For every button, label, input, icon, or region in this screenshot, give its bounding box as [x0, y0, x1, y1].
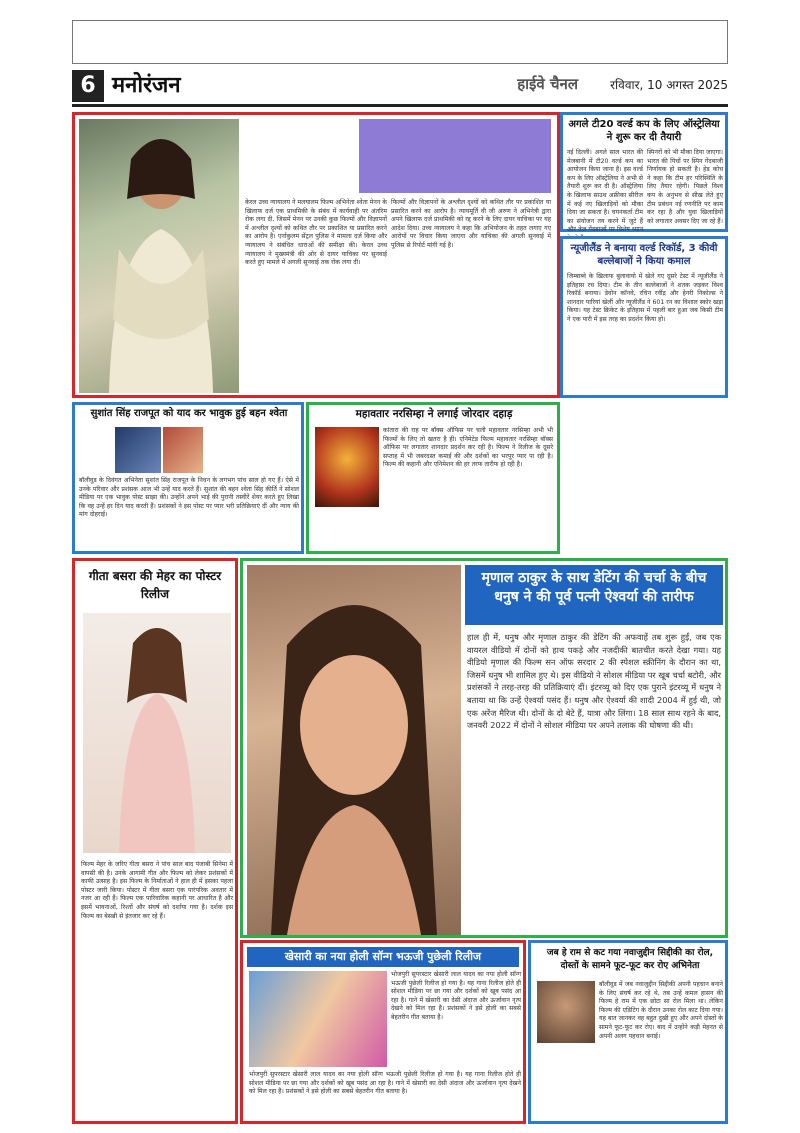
top-ad-banner: [72, 20, 728, 64]
mrunal-thakur-figure: [247, 565, 461, 935]
section-title: मनोरंजन: [112, 73, 181, 98]
story-body-col2: फिल्मों और विज्ञापनों के अश्लील दृश्यों को कथित तौर पर प्रकाशित या प्रसारित करने का आरोप है। न्यायमूर्ति वी जी अरुण ने अभिनेत्री द्वारा अपने खिलाफ दर्ज प्राथमिकी को रद्द करने के लिए दायर याचिका पर यह आदेश दिया। उच्च न्यायालय ने कहा कि अभियोजन के तहत लगाए गए आरोपों पर विचार किया जाएगा और याचिका की अगली सुनवाई में पुलिस से रिपोर्ट मांगी गई है।: [391, 199, 551, 249]
story-body: फिल्म मेहर के जरिए गीता बसरा ने पांच साल बाद पंजाबी सिनेमा में वापसी की है। उनके आगामी गीत और फिल्म को लेकर प्रशंसकों में काफी उत्साह है। इस फिल्म के निर्माताओं ने हाल ही में इसका पहला पोस्टर जारी किया। पोस्टर में गीता बसरा एक पारंपरिक अवतार में नजर आ रही हैं। फिल्म एक पारिवारिक कहानी पर आधारित है और इसमें भावनाओं, रिश्तों और संघर्ष को दर्शाया गया है। दर्शक इस फिल्म का बेसब्री से इंतजार कर रहे हैं।: [81, 861, 233, 920]
nawazuddin-photo: [537, 981, 595, 1043]
story-body: हाल ही में, धनुष और मृणाल ठाकुर की डेटिंग की अफवाहें तब शुरू हुईं, जब एक वायरल वीडियो में दोनों को हाथ पकड़े और नजदीकी बातचीत करते देखा गया। यह वीडियो मृणाल की फिल्म सन ऑफ सरदार 2 की स्पेशल स्क्रीनिंग के दौरान का था, जिसमें धनुष भी शामिल हुए थे। इस वीडियो ने सोशल मीडिया पर खूब चर्चा बटोरी, और प्रशंसकों ने तरह-तरह की प्रतिक्रियाएं दीं। इंटरव्यू को दिए एक पुराने इंटरव्यू में धनुष ने बताया था कि उन्हें ऐश्वर्या पसंद हैं। धनुष और ऐश्वर्या की शादी 2004 में हुई थी, जो एक अरेंज मैरिज थी। दोनों के दो बेटे हैं, यात्रा और लिंगा। 18 साल साथ रहने के बाद, जनवरी 2022 में दोनों ने सोशल मीडिया पर अपने तलाक की घोषणा की थी।: [467, 632, 721, 731]
story-newzealand-record: [560, 236, 728, 398]
story-shweta-menon: [72, 112, 560, 398]
story-body: बॉलीवुड में जब नवाजुद्दीन सिद्दीकी अपनी पहचान बनाने के लिए संघर्ष कर रहे थे, तब उन्हें कमल हासन की फिल्म हे राम में एक छोटा सा रोल मिला था। लेकिन फिल्म की एडिटिंग के दौरान उनका रोल काट दिया गया। यह बात जानकर वह बहुत दुखी हुए और अपने दोस्तों के सामने फूट-फूट कर रोए। बाद में उन्होंने कड़ी मेहनत से अपनी अलग पहचान बनाई।: [599, 981, 723, 1040]
story-khesari-song: [240, 940, 526, 1124]
geeta-basra-photo: [83, 613, 231, 853]
header-rule: [72, 104, 728, 107]
story-sushant-singh: [72, 402, 304, 554]
story-body-col1: केरल उच्च न्यायालय ने मलयालम फिल्म अभिनेता श्वेता मेनन के खिलाफ दर्ज एक प्राथमिकी के संबंध में कार्यवाही पर अंतरिम रोक लगा दी, जिसमें मेनन पर उनकी कुछ फिल्मों और विज्ञापनों में अश्लील दृश्यों को कथित तौर पर प्रकाशित या प्रसारित करने का आरोप है। एर्नाकुलम सेंट्रल पुलिस ने मामला दर्ज किया और न्यायालय ने संबंधित धाराओं की समीक्षा की। केरल उच्च न्यायालय ने मुख्यमंत्री की ओर से दायर याचिका पर सुनवाई करते हुए मामले में अगली सुनवाई तक रोक लगा दी।: [245, 199, 387, 267]
headline: न्यूजीलैंड ने बनाया वर्ल्ड रिकॉर्ड, 3 कीवी बल्लेबाजों ने किया कमाल: [570, 243, 718, 267]
headline: महावतार नरसिम्हा ने लगाई जोरदार दहाड़: [355, 408, 513, 420]
story-body: जिम्बाब्वे के खिलाफ बुलावायो में खेले गए दूसरे टेस्ट में न्यूजीलैंड ने इतिहास रच दिया। टीम के तीन बल्लेबाजों ने शतक जड़कर विश्व रिकॉर्ड बनाया। डेवोन कॉनवे, रचिन रवींद्र और हेनरी निकोल्स ने शानदार पारियां खेलीं और न्यूजीलैंड ने 601 रन का विशाल स्कोर खड़ा किया। यह टेस्ट क्रिकेट के इतिहास में पहली बार हुआ जब किसी टीम ने एक पारी में इस तरह का प्रदर्शन किया हो।: [567, 273, 723, 323]
story-body-col2: स्पिनरों को भी मौका दिया जाएगा। भारत की पिचों पर स्पिन गेंदबाजी निर्णायक हो सकती है। हेड कोच ने कहा कि टीम हर परिस्थिति के लिए तैयार रहेगी। पिछले विश्व कप के अनुभव से सीख लेते हुए टीम प्रबंधन नई रणनीति पर काम कर रहा है और युवा खिलाड़ियों को लगातार अवसर दिए जा रहे हैं।: [647, 149, 724, 225]
story-body: कांतारा की राह पर बॉक्स ऑफिस पर चली महावतार नरसिम्हा अभी भी फिल्मों के लिए तो खतरा है ही। एनिमेटेड फिल्म महावतार नरसिम्हा बॉक्स ऑफिस पर लगातार शानदार प्रदर्शन कर रही है। फिल्म ने रिलीज के दूसरे सप्ताह में भी जबरदस्त कमाई की और दर्शकों का भरपूर प्यार पा रही है। फिल्म की कहानी और एनिमेशन की हर तरफ तारीफ हो रही है।: [383, 427, 553, 469]
purple-headline-block: [359, 119, 551, 193]
story-nawazuddin: [528, 940, 728, 1124]
story-body-col1: नई दिल्ली। अगले साल भारत की मेजबानी में टी20 वर्ल्ड कप का आयोजन किया जाना है। इस वर्ल्ड कप के लिए ऑस्ट्रेलिया ने अभी से तैयारी शुरू कर दी है। ऑस्ट्रेलिया के खिलाफ साउथ अफ्रीका सीरीज में कई नए खिलाड़ियों को मौका दिया जा सकता है। चयनकर्ता टीम का संयोजन तय करने में जुटे हैं और तेज गेंदबाजों पर विशेष ध्यान: [567, 149, 643, 234]
headline: सुशांत सिंह राजपूत को याद कर भावुक हुई बहन श्वेता: [90, 408, 288, 419]
story-mahavatar-narsimha: [306, 402, 560, 554]
story-t20-australia: [560, 112, 728, 232]
story-geeta-basra: [72, 558, 238, 1124]
headline: मृणाल ठाकुर के साथ डेटिंग की चर्चा के बीच धनुष ने की पूर्व पत्नी ऐश्वर्या की तारीफ: [465, 565, 723, 625]
headline: जब हे राम से कट गया नवाजुद्दीन सिद्दीकी का रोल, दोस्तों के सामने फूट-फूट कर रोए अभिनेता: [546, 948, 714, 971]
story-body-col2: भोजपुरी सुपरस्टार खेसारी लाल यादव का नया होली सॉन्ग भऊजी पुछेली रिलीज हो गया है। यह गाना रिलीज होते ही सोशल मीडिया पर छा गया और दर्शकों को खूब पसंद आ रहा है। गाने में खेसारी का देसी अंदाज और ऊर्जावान नृत्य देखने को मिल रहा है। प्रशंसकों ने इसे होली का सबसे बेहतरीन गीत बताया है।: [249, 1071, 521, 1096]
headline: खेसारी का नया होली सॉन्ग भऊजी पुछेली रिलीज: [247, 947, 519, 967]
story-dhanush-mrunal: [240, 558, 728, 938]
sushant-photo: [115, 427, 161, 473]
shweta-menon-photo: [79, 119, 239, 393]
brand-logo: हाईवे चैनल: [517, 75, 578, 93]
story-body: बॉलीवुड के दिवंगत अभिनेता सुशांत सिंह राजपूत के निधन के लगभग पांच साल हो गए हैं। ऐसे में उनके परिवार और प्रशंसक आज भी उन्हें याद करते हैं। सुशांत की बहन श्वेता सिंह कीर्ति ने सोशल मीडिया पर एक भावुक पोस्ट साझा की। उन्होंने अपने भाई की पुरानी तस्वीरें शेयर करते हुए लिखा कि वह उन्हें हर दिन याद करती हैं। प्रशंसकों ने इस पोस्ट पर प्यार भरी प्रतिक्रियाएं दीं और न्याय की मांग दोहराई।: [79, 477, 299, 519]
page-header: [72, 70, 728, 102]
headline: अगले टी20 वर्ल्ड कप के लिए ऑस्ट्रेलिया ने शुरू कर दी तैयारी: [568, 119, 720, 143]
mrunal-thakur-photo: [247, 565, 461, 935]
page-number: 6: [72, 70, 104, 102]
mahavatar-poster: [315, 427, 379, 507]
headline: गीता बसरा की मेहर का पोस्टर रिलीज: [88, 569, 222, 601]
shweta-singh-photo: [163, 427, 203, 473]
khesari-song-photo: [249, 971, 387, 1067]
story-body-col1: भोजपुरी सुपरस्टार खेसारी लाल यादव का नया होली सॉन्ग भऊजी पुछेली रिलीज हो गया है। यह गाना रिलीज होते ही सोशल मीडिया पर छा गया और दर्शकों को खूब पसंद आ रहा है। गाने में खेसारी का देसी अंदाज और ऊर्जावान नृत्य देखने को मिल रहा है। प्रशंसकों ने इसे होली का सबसे बेहतरीन गीत बताया है।: [391, 971, 521, 1021]
geeta-basra-figure: [83, 613, 231, 853]
issue-date: रविवार, 10 अगस्त 2025: [610, 78, 728, 92]
shweta-menon-figure: [79, 119, 239, 393]
